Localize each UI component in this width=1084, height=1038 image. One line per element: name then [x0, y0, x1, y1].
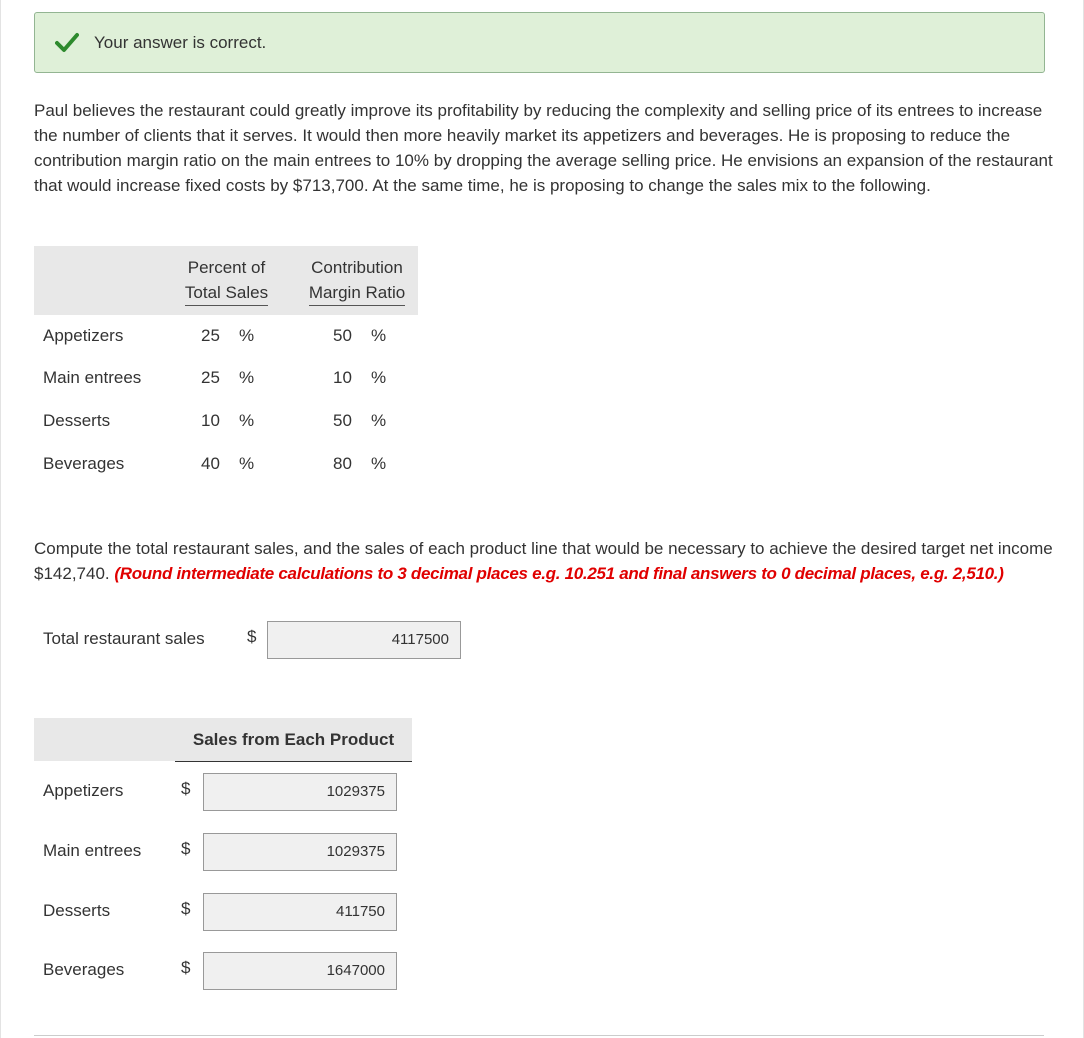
desserts-sales-input[interactable]: 411750 [203, 893, 397, 931]
mix-row-pct-sign: % [239, 326, 255, 345]
mix-row-label: Appetizers [43, 326, 124, 345]
mix-row-pct: 10 [201, 411, 220, 430]
mix-row-pct: 25 [201, 326, 220, 345]
page-left-border [0, 0, 1, 1038]
mix-row-pct-sign: % [239, 454, 255, 473]
total-sales-label: Total restaurant sales [43, 629, 205, 648]
mix-row-pct-sign: % [239, 368, 255, 387]
mix-col-percent-line2: Total Sales [185, 280, 268, 306]
product-row-currency: $ [181, 839, 191, 858]
mix-row-label: Desserts [43, 411, 111, 430]
product-row-currency: $ [181, 779, 191, 798]
check-icon [55, 31, 79, 53]
mix-col-cm-header [300, 255, 414, 306]
product-row-label: Beverages [43, 960, 125, 979]
product-row-label: Appetizers [43, 781, 124, 800]
product-row-label: Desserts [43, 901, 111, 920]
product-row-currency: $ [181, 899, 191, 918]
rounding-note: (Round intermediate calculations to 3 decimal places e.g. 10.251 and final answers to 0 decimal places, e.g. 2,510.) [114, 564, 1004, 583]
mix-row-cm-sign: % [371, 368, 387, 387]
problem-text: Paul believes the restaurant could greatly improve its profitability by reducing the complexity and selling price of its entrees to increase the number of clients that it serves. It would then more heavily market its appetizers and beverages. He is proposing to reduce the contribution margin ratio on the main entrees to 10% by dropping the average selling price. He envisions an expansion of the restaurant that would increase fixed costs by $713,700. At the same time, he is proposing to change the sales mix to the following. [34, 101, 1053, 195]
main-entrees-sales-input[interactable]: 1029375 [203, 833, 397, 871]
feedback-message: Your answer is correct. [94, 33, 267, 52]
mix-col-cm-line2: Margin Ratio [309, 280, 405, 306]
mix-row-cm: 50 [333, 411, 352, 430]
mix-row-cm-sign: % [371, 411, 387, 430]
mix-col-percent-header [174, 255, 279, 306]
mix-row-cm: 80 [333, 454, 352, 473]
mix-row-label: Main entrees [43, 368, 142, 387]
instructions [34, 536, 1064, 586]
instructions-text: Compute the total restaurant sales, and the sales of each product line that would be necessary to achieve the desired target net income $142,740. [34, 539, 1053, 583]
mix-row-cm: 50 [333, 326, 352, 345]
section-divider [34, 1035, 1044, 1036]
mix-row-pct-sign: % [239, 411, 255, 430]
mix-row-pct: 25 [201, 368, 220, 387]
mix-col-percent-line1: Percent of [187, 258, 266, 277]
total-sales-input[interactable]: 4117500 [267, 621, 461, 659]
beverages-sales-input[interactable]: 1647000 [203, 952, 397, 990]
total-sales-currency: $ [247, 627, 257, 646]
product-row-label: Main entrees [43, 841, 142, 860]
mix-row-pct: 40 [201, 454, 220, 473]
appetizers-sales-input[interactable]: 1029375 [203, 773, 397, 811]
mix-row-cm: 10 [333, 368, 352, 387]
mix-row-cm-sign: % [371, 326, 387, 345]
mix-row-cm-sign: % [371, 454, 387, 473]
mix-col-cm-line1: Contribution [311, 258, 403, 277]
product-table-title: Sales from Each Product [175, 718, 412, 762]
feedback-banner [34, 12, 1045, 73]
mix-row-label: Beverages [43, 454, 125, 473]
product-row-currency: $ [181, 958, 191, 977]
